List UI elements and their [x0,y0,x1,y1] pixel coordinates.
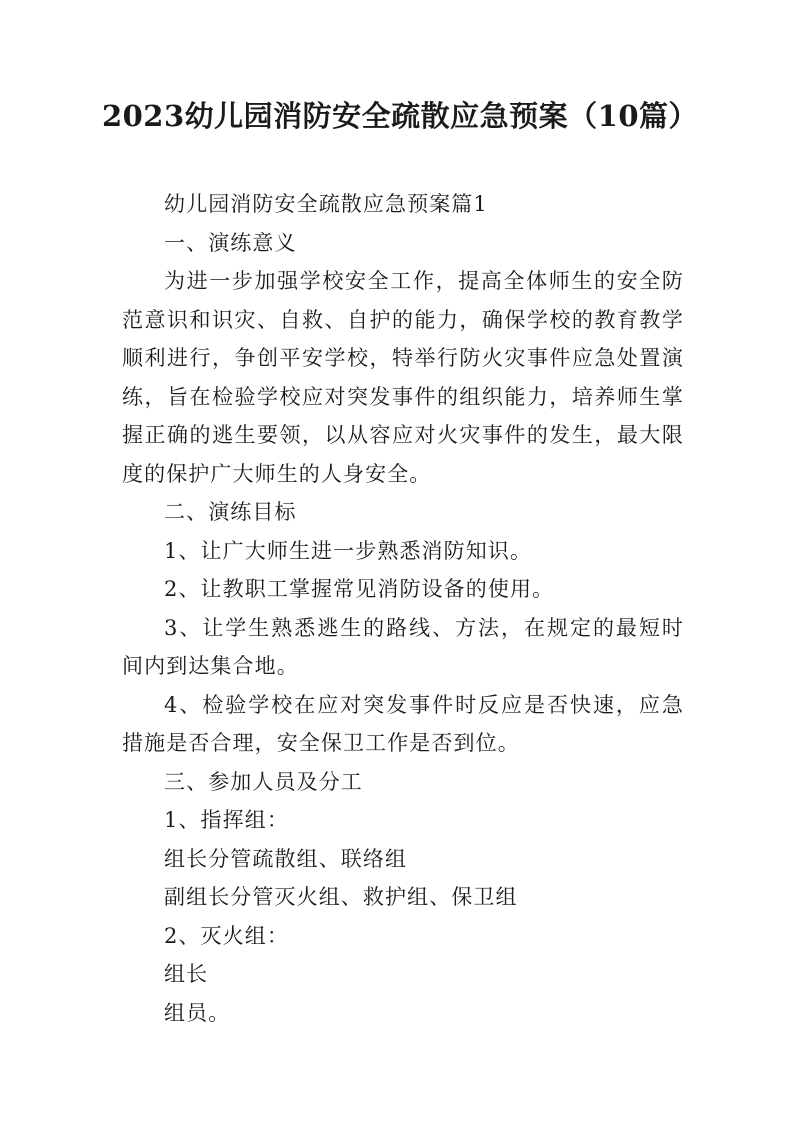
list-item: 2、让教职工掌握常见消防设备的使用。 [164,577,555,601]
section-heading: 三、参加人员及分工 [164,769,363,794]
document-body [122,185,684,1032]
list-item: 3、让学生熟悉逃生的路线、方法，在规定的最短时间内到达集合地。 [122,615,684,678]
section-heading: 幼儿园消防安全疏散应急预案篇1 [164,192,488,216]
section-heading: 一、演练意义 [164,230,297,255]
body-paragraph: 为进一步加强学校安全工作，提高全体师生的安全防范意识和识灾、自救、自护的能力，确保学校的教育教学顺利进行，争创平安学校，特举行防火灾事件应急处置演练，旨在检验学校应对突发事件的组织能力，培养师生掌握正确的逃生要领，以从容应对火灾事件的发生，最大限度的保护广大师生的人身安全。 [122,269,684,486]
list-item: 2、灭火组： [164,923,289,948]
body-line: 副组长分管灭火组、救护组、保卫组 [164,885,518,909]
body-line: 组长分管疏散组、联络组 [164,846,408,871]
list-item: 4、检验学校在应对突发事件时反应是否快速，应急措施是否合理，安全保卫工作是否到位。 [122,692,684,755]
body-line: 组长 [164,962,209,986]
list-item: 1、让广大师生进一步熟悉消防知识。 [164,538,533,563]
document-title: 2023幼儿园消防安全疏散应急预案（10篇） [101,99,699,133]
section-heading: 二、演练目标 [164,500,297,524]
list-item: 1、指挥组： [164,808,289,832]
body-line: 组员。 [164,1000,231,1025]
